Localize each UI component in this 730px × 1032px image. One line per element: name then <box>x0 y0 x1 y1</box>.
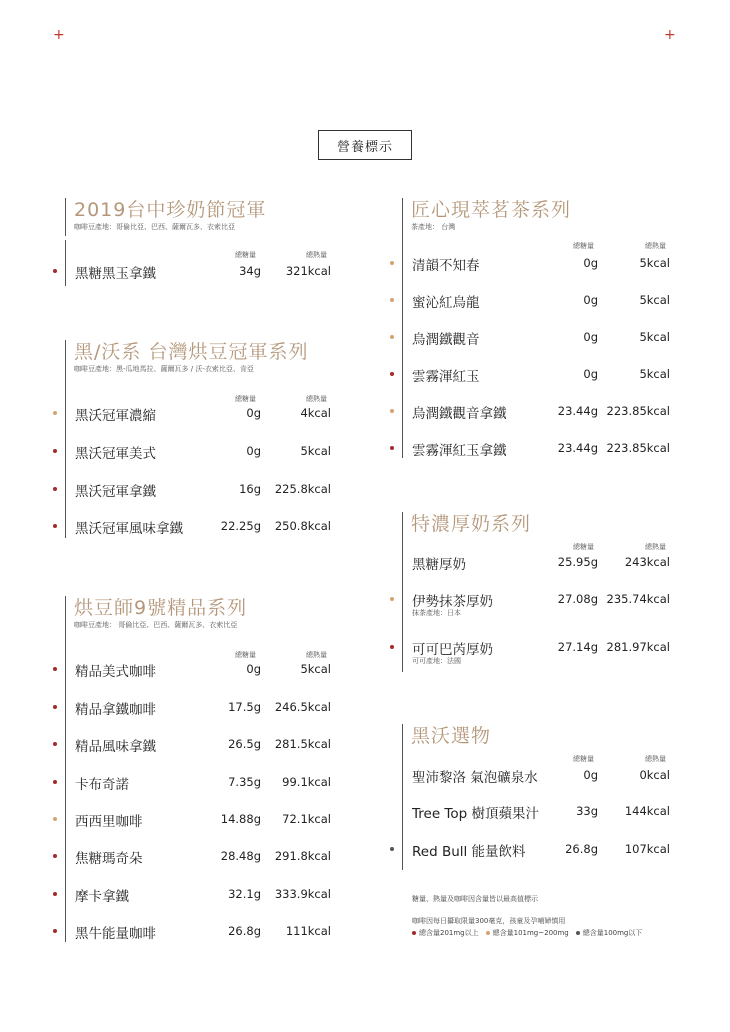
item-sugar: 22.25g <box>220 519 261 533</box>
item-kcal: 223.85kcal <box>606 404 670 418</box>
item-sugar: 23.44g <box>557 404 598 418</box>
section-taiwan-roast-champion <box>65 340 331 537</box>
section-title: 黑沃選物 <box>411 725 492 747</box>
footnote-caffeine-limit: 咖啡因每日攝取限量300毫克，孩童及孕哺婦慎用 <box>412 917 566 925</box>
caffeine-dot <box>53 929 57 933</box>
legend-label: 總含量101mg~200mg <box>492 929 569 937</box>
item-name: 聖沛黎洛 氣泡礦泉水 <box>412 770 538 786</box>
item-kcal: 250.8kcal <box>274 519 331 533</box>
item-name: 烏潤鐵觀音 <box>412 332 480 348</box>
caffeine-dot <box>390 645 394 649</box>
item-origin-note: 抹茶產地：日本 <box>412 609 461 617</box>
item-name: 黑牛能量咖啡 <box>75 926 156 942</box>
sugar-column-header: 總糖量 <box>573 543 594 551</box>
item-kcal: 144kcal <box>624 804 670 818</box>
item-sugar: 27.08g <box>557 592 598 606</box>
item-sugar: 0g <box>583 256 598 270</box>
caffeine-dot <box>53 487 57 491</box>
caffeine-dot <box>53 269 57 273</box>
sugar-column-header: 總糖量 <box>573 242 594 250</box>
legend-dot-low <box>576 931 580 935</box>
section-roaster-no9 <box>65 596 331 942</box>
footnote-max-values: 糖量、熱量及咖啡因含量皆以最高值標示 <box>412 895 538 903</box>
item-sugar: 26.8g <box>565 842 598 856</box>
legend-label: 總含量201mg以上 <box>419 929 479 937</box>
caffeine-dot <box>390 597 394 601</box>
item-sugar: 34g <box>239 264 261 278</box>
item-sugar: 23.44g <box>557 441 598 455</box>
item-name: 黑沃冠軍濃縮 <box>75 408 156 424</box>
item-name: 黑沃冠軍風味拿鐵 <box>75 521 183 537</box>
item-sugar: 26.5g <box>228 737 261 751</box>
item-kcal: 291.8kcal <box>274 849 331 863</box>
item-kcal: 243kcal <box>624 555 670 569</box>
section-title: 烘豆師9號精品系列 <box>74 597 248 619</box>
item-kcal: 111kcal <box>285 924 331 938</box>
caffeine-dot <box>53 449 57 453</box>
caffeine-dot <box>53 780 57 784</box>
item-sugar: 0g <box>246 662 261 676</box>
kcal-column-header: 總熱量 <box>306 251 327 259</box>
kcal-column-header: 總熱量 <box>645 242 666 250</box>
sugar-column-header: 總糖量 <box>235 651 256 659</box>
caffeine-dot <box>390 335 394 339</box>
item-kcal: 72.1kcal <box>282 812 331 826</box>
crop-mark-left: + <box>53 27 65 43</box>
item-sugar: 0g <box>246 444 261 458</box>
kcal-column-header: 總熱量 <box>645 755 666 763</box>
caffeine-dot <box>53 705 57 709</box>
kcal-column-header: 總熱量 <box>645 543 666 551</box>
section-title: 特濃厚奶系列 <box>411 513 532 535</box>
item-name: Red Bull 能量飲料 <box>412 844 526 860</box>
item-kcal: 5kcal <box>639 256 670 270</box>
legend-dot-mid <box>486 931 490 935</box>
item-kcal: 281.5kcal <box>274 737 331 751</box>
item-name: 黑糖厚奶 <box>412 557 466 573</box>
caffeine-dot <box>53 411 57 415</box>
legend-item-high <box>412 928 479 938</box>
section-title: 匠心現萃茗茶系列 <box>411 199 572 221</box>
item-name: 清韻不知春 <box>412 258 480 274</box>
item-kcal: 5kcal <box>300 662 331 676</box>
item-kcal: 99.1kcal <box>282 775 331 789</box>
kcal-column-header: 總熱量 <box>306 395 327 403</box>
item-sugar: 7.35g <box>228 775 261 789</box>
item-sugar: 0g <box>583 293 598 307</box>
item-name: 黑沃冠軍拿鐵 <box>75 484 156 500</box>
item-sugar: 0g <box>583 367 598 381</box>
item-kcal: 5kcal <box>639 330 670 344</box>
item-name: 西西里咖啡 <box>75 814 143 830</box>
item-kcal: 321kcal <box>285 264 331 278</box>
section-thick-milk <box>402 512 670 665</box>
caffeine-dot <box>390 298 394 302</box>
caffeine-dot <box>390 446 394 450</box>
caffeine-dot <box>53 524 57 528</box>
item-kcal: 333.9kcal <box>274 887 331 901</box>
section-origin: 咖啡豆產地： 哥倫比亞、巴西、薩爾瓦多、衣索比亞 <box>74 621 238 629</box>
item-sugar: 14.88g <box>220 812 261 826</box>
item-kcal: 225.8kcal <box>274 482 331 496</box>
item-name: 雲霧渾紅玉 <box>412 369 480 385</box>
item-sugar: 27.14g <box>557 640 598 654</box>
item-kcal: 246.5kcal <box>274 700 331 714</box>
caffeine-dot <box>53 742 57 746</box>
section-origin: 茶產地： 台灣 <box>411 223 456 231</box>
item-name: 焦糖瑪奇朵 <box>75 851 143 867</box>
item-name: 烏潤鐵觀音拿鐵 <box>412 406 507 422</box>
caffeine-dot <box>390 261 394 265</box>
item-name: 黑糖黑玉拿鐵 <box>75 266 156 282</box>
item-sugar: 0g <box>583 768 598 782</box>
item-sugar: 0g <box>583 330 598 344</box>
item-kcal: 223.85kcal <box>606 441 670 455</box>
section-selected-goods <box>402 724 670 860</box>
item-name: 卡布奇諾 <box>75 777 129 793</box>
item-kcal: 0kcal <box>639 768 670 782</box>
item-sugar: 33g <box>576 804 598 818</box>
section-title: 2019台中珍奶節冠軍 <box>74 199 267 221</box>
page-title: 營養標示 <box>318 130 412 160</box>
item-name: 伊勢抹茶厚奶 <box>412 594 493 610</box>
legend-item-low <box>576 928 643 938</box>
item-name: 可可巴芮厚奶 <box>412 642 493 658</box>
sugar-column-header: 總糖量 <box>573 755 594 763</box>
section-tea-series <box>402 198 670 459</box>
item-kcal: 281.97kcal <box>606 640 670 654</box>
crop-mark-right: + <box>664 27 676 43</box>
item-sugar: 25.95g <box>557 555 598 569</box>
item-kcal: 235.74kcal <box>606 592 670 606</box>
item-name: 精品風味拿鐵 <box>75 739 156 755</box>
legend-item-mid <box>486 928 569 938</box>
item-kcal: 5kcal <box>639 293 670 307</box>
caffeine-dot <box>53 667 57 671</box>
caffeine-dot <box>390 372 394 376</box>
item-name: 精品拿鐵咖啡 <box>75 702 156 718</box>
section-title: 黑/沃系 台灣烘豆冠軍系列 <box>74 341 309 363</box>
item-name: 雲霧渾紅玉拿鐵 <box>412 443 507 459</box>
legend-dot-high <box>412 931 416 935</box>
item-sugar: 32.1g <box>228 887 261 901</box>
item-name: 蜜沁紅烏龍 <box>412 295 480 311</box>
item-name: 精品美式咖啡 <box>75 664 156 680</box>
item-sugar: 28.48g <box>220 849 261 863</box>
item-kcal: 107kcal <box>624 842 670 856</box>
caffeine-dot <box>53 817 57 821</box>
sugar-column-header: 總糖量 <box>235 395 256 403</box>
item-sugar: 26.8g <box>228 924 261 938</box>
item-name: 摩卡拿鐵 <box>75 889 129 905</box>
caffeine-dot <box>390 847 394 851</box>
section-origin: 咖啡豆產地：黑-瓜地馬拉、薩爾瓦多 / 沃-衣索比亞、肯亞 <box>74 365 254 373</box>
kcal-column-header: 總熱量 <box>306 651 327 659</box>
item-name: Tree Top 樹頂蘋果汁 <box>412 806 539 822</box>
sugar-column-header: 總糖量 <box>235 251 256 259</box>
caffeine-dot <box>53 892 57 896</box>
caffeine-legend <box>412 928 649 938</box>
item-sugar: 17.5g <box>228 700 261 714</box>
item-kcal: 4kcal <box>300 406 331 420</box>
item-kcal: 5kcal <box>639 367 670 381</box>
item-origin-note: 可可產地：法國 <box>412 657 461 665</box>
item-name: 黑沃冠軍美式 <box>75 446 156 462</box>
item-sugar: 16g <box>239 482 261 496</box>
item-kcal: 5kcal <box>300 444 331 458</box>
legend-label: 總含量100mg以下 <box>582 929 643 937</box>
section-origin: 咖啡豆產地：哥倫比亞、巴西、薩爾瓦多、衣索比亞 <box>74 223 235 231</box>
item-sugar: 0g <box>246 406 261 420</box>
caffeine-dot <box>53 854 57 858</box>
section-2019-champion <box>65 198 331 282</box>
caffeine-dot <box>390 409 394 413</box>
